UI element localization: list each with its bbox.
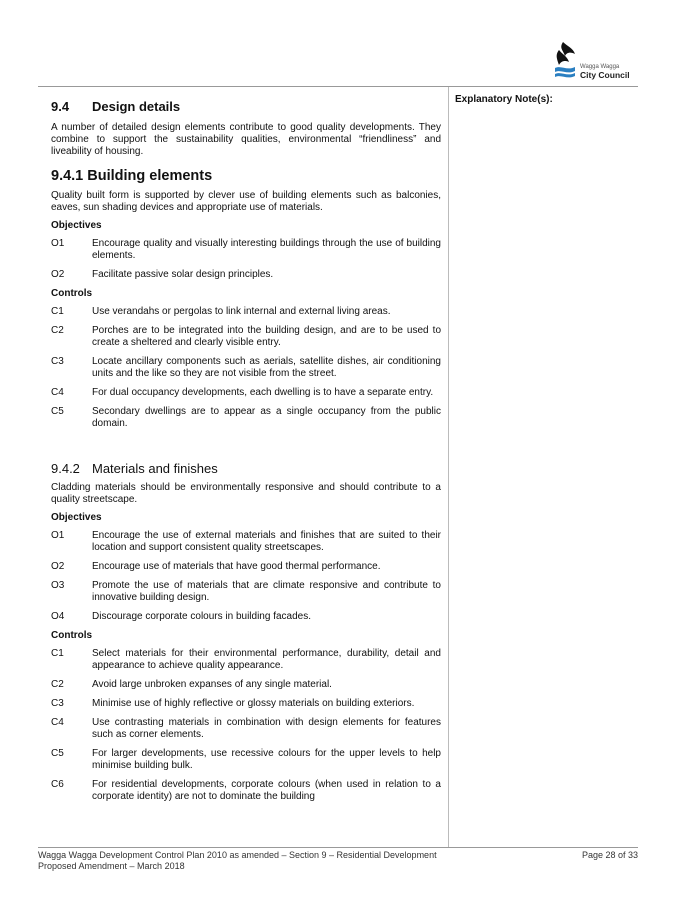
list-item	[51, 748, 441, 772]
materials-intro: Cladding materials should be environmentally responsive and should contribute to a quality streetscape.	[51, 482, 441, 505]
list-item	[51, 387, 441, 399]
list-item	[51, 580, 441, 604]
list-item	[51, 238, 441, 262]
list-item	[51, 679, 441, 691]
item-code: C5	[51, 406, 64, 417]
item-text: Minimise use of highly reflective or glossy materials on building exteriors.	[92, 698, 415, 709]
item-text: For larger developments, use recessive colours for the upper levels to help minimise building bulk.	[92, 748, 441, 771]
footer-line-1: Wagga Wagga Development Control Plan 2010 as amended – Section 9 – Residential Development	[38, 850, 437, 860]
item-code: C6	[51, 779, 64, 790]
list-item	[51, 406, 441, 430]
item-text: Use verandahs or pergolas to link internal and external living areas.	[92, 306, 391, 317]
section-title: Design details	[92, 99, 181, 114]
list-item	[51, 648, 441, 672]
item-text: Avoid large unbroken expanses of any single material.	[92, 679, 332, 690]
logo-line-1: Wagga Wagga	[580, 64, 620, 70]
item-text: For residential developments, corporate colours (when used in relation to a corporate identity) are not to dominate the building	[92, 779, 441, 802]
item-code: C2	[51, 325, 64, 336]
item-code: C4	[51, 387, 64, 398]
council-crest-icon	[553, 40, 579, 80]
item-text: Promote the use of materials that are climate responsive and contribute to innovative building design.	[92, 580, 441, 603]
item-text: Locate ancillary components such as aerials, satellite dishes, air conditioning units and the like so they are not visible from the street.	[92, 356, 441, 379]
logo-line-2: City Council	[580, 70, 630, 80]
item-code: O1	[51, 238, 65, 249]
footer-line-2: Proposed Amendment – March 2018	[38, 861, 185, 871]
item-text: Facilitate passive solar design principles.	[92, 269, 274, 280]
controls-label: Controls	[51, 630, 93, 641]
list-item	[51, 356, 441, 380]
column-divider	[448, 87, 449, 847]
list-item	[51, 717, 441, 741]
item-text: Encourage quality and visually interesting buildings through the use of building elements.	[92, 238, 441, 261]
council-logo	[553, 40, 633, 82]
list-item	[51, 779, 441, 803]
building-elements-intro: Quality built form is supported by clever use of building elements such as balconies, eaves, sun shading devices and appropriate use of materials.	[51, 190, 441, 213]
item-code: C3	[51, 698, 64, 709]
list-item	[51, 698, 441, 710]
section-number: 9.4	[51, 99, 70, 114]
item-text: For dual occupancy developments, each dwelling is to have a separate entry.	[92, 387, 434, 398]
objectives-label: Objectives	[51, 512, 102, 523]
section-intro: A number of detailed design elements contribute to good quality developments. They combine to support the sustainability qualities, environmental “friendliness” and liveability of housing.	[51, 122, 441, 157]
item-code: C3	[51, 356, 64, 367]
footer-divider	[38, 847, 638, 848]
explanatory-notes-title: Explanatory Note(s):	[455, 94, 553, 105]
item-text: Porches are to be integrated into the building design, and are to be used to create a sheltered and clearly visible entry.	[92, 325, 441, 348]
item-code: C4	[51, 717, 64, 728]
item-text: Encourage use of materials that have good thermal performance.	[92, 561, 381, 572]
list-item	[51, 530, 441, 554]
item-code: O1	[51, 530, 65, 541]
item-code: C2	[51, 679, 64, 690]
subsection-title: Materials and finishes	[92, 461, 218, 476]
main-content	[51, 99, 441, 810]
subsection-heading-materials	[51, 461, 441, 476]
objectives-label: Objectives	[51, 220, 102, 231]
subsection-number: 9.4.2	[51, 461, 80, 476]
list-item	[51, 325, 441, 349]
section-heading	[51, 99, 441, 114]
item-code: C1	[51, 648, 64, 659]
item-code: O2	[51, 561, 65, 572]
controls-label: Controls	[51, 288, 93, 299]
spacer	[51, 437, 441, 461]
item-code: O2	[51, 269, 65, 280]
list-item	[51, 561, 441, 573]
item-text: Encourage the use of external materials and finishes that are suited to their location and support consistent quality streetscapes.	[92, 530, 441, 553]
item-text: Select materials for their environmental performance, durability, detail and appearance to achieve quality appearance.	[92, 648, 441, 671]
page-number: Page 28 of 33	[581, 850, 638, 860]
header-divider	[38, 86, 638, 87]
list-item	[51, 611, 441, 623]
list-item	[51, 269, 441, 281]
item-code: C1	[51, 306, 64, 317]
item-text: Discourage corporate colours in building facades.	[92, 611, 312, 622]
item-code: C5	[51, 748, 64, 759]
item-code: O3	[51, 580, 65, 591]
list-item	[51, 306, 441, 318]
item-text: Secondary dwellings are to appear as a single occupancy from the public domain.	[92, 406, 441, 429]
subsection-heading-building-elements: 9.4.1 Building elements	[51, 168, 213, 184]
footer	[38, 850, 437, 872]
item-code: O4	[51, 611, 65, 622]
item-text: Use contrasting materials in combination with design elements for features such as corner elements.	[92, 717, 441, 740]
